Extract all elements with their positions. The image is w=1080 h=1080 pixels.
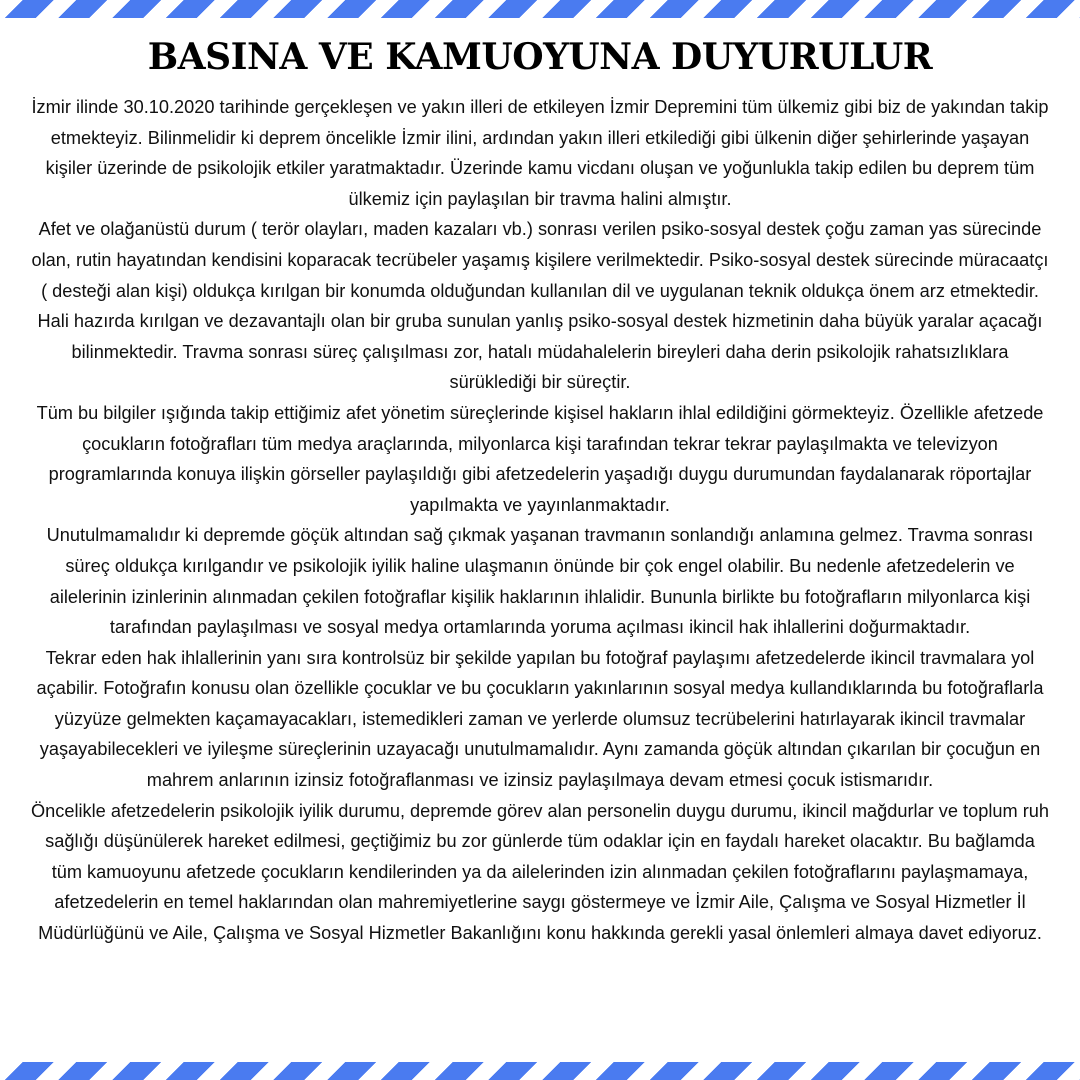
page-title: BASINA VE KAMUOYUNA DUYURULUR bbox=[147, 36, 933, 78]
bottom-stripe-border bbox=[0, 1062, 1080, 1080]
paragraph-earthquake-intro: İzmir ilinde 30.10.2020 tarihinde gerçekleşen ve yakın illeri de etkileyen İzmir Depremini tüm ülkemiz gibi biz de yakından takip etmekteyiz. Bilinmelidir ki deprem öncelikle İzmir ilini, ardından yakın illeri etkilediği gibi ülkenin diğer şehirlerinde yaşayan kişiler üzerinde de psikolojik etkiler yaratmaktadır. Üzerinde kamu vicdanı oluşan ve yoğunlukla takip edilen bu deprem tüm ülkemiz için paylaşılan bir travma halini almıştır. bbox=[31, 97, 1049, 209]
paragraph-psychosocial-support: Afet ve olağanüstü durum ( terör olayları, maden kazaları vb.) sonrası verilen psiko-sosyal destek çoğu zaman yas sürecinde olan, rutin hayatından kendisini koparacak tecrübeler yaşamış kişilere verilmektedir. Psiko-sosyal destek sürecinde müracaatçı ( desteği alan kişi) oldukça kırılgan bir konumda olduğundan kullanılan dil ve uygulanan teknik oldukça önem arz etmektedir. Hali hazırda kırılgan ve dezavantajlı olan bir gruba sunulan yanlış psiko-sosyal destek hizmetinin daha büyük yaralar açacağı bilinmektedir. Travma sonrası süreç çalışılması zor, hatalı müdahalelerin bireyleri daha derin psikolojik rahatsızlıklara sürüklediği bir süreçtir. bbox=[31, 219, 1049, 393]
paragraph-trauma-continues: Unutulmamalıdır ki depremde göçük altından sağ çıkmak yaşanan travmanın sonlandığı anlamına gelmez. Travma sonrası süreç oldukça kırılgandır ve psikolojik iyilik haline ulaşmanın önünde bir çok engel olabilir. Bu nedenle afetzedelerin ve ailelerinin izinlerinin alınmadan çekilen fotoğraflar kişilik haklarının ihlalidir. Bununla birlikte bu fotoğrafların milyonlarca kişi tarafından paylaşılması ve sosyal medya ortamlarında yoruma açılması ikincil hak ihlallerini doğurmaktadır. bbox=[46, 525, 1034, 638]
paragraph-rights-violations: Tüm bu bilgiler ışığında takip ettiğimiz afet yönetim süreçlerinde kişisel hakların ihlal edildiğini görmekteyiz. Özellikle afetzede çocukların fotoğrafları tüm medya araçlarında, milyonlarca kişi tarafından tekrar tekrar paylaşılmakta ve televizyon programlarında konuya ilişkin görseller paylaşıldığı gibi afetzedelerin yaşadığı duygu durumundan faydalanarak röportajlar yapılmakta ve yayınlanmaktadır. bbox=[36, 402, 1044, 515]
paragraph-call-to-action: Öncelikle afetzedelerin psikolojik iyilik durumu, depremde görev alan personelin duygu durumu, ikincil mağdurlar ve toplum ruh sağlığı düşünülerek hareket edilmesi, geçtiğimiz bu zor günlerde tüm odaklar için en faydalı hareket olacaktır. Bu bağlamda tüm kamuoyunu afetzede çocukların kendilerinden ya da ailelerinden izin alınmadan çekilen fotoğraflarını paylaşmamaya, afetzedelerin en temel haklarından olan mahremiyetlerine saygı göstermeye ve İzmir Aile, Çalışma ve Sosyal Hizmetler İl Müdürlüğünü ve Aile, Çalışma ve Sosyal Hizmetler Bakanlığını konu hakkında gerekli yasal önlemleri almaya davet ediyoruz. bbox=[30, 800, 1049, 944]
announcement-body bbox=[28, 92, 1052, 949]
paragraph-secondary-trauma: Tekrar eden hak ihlallerinin yanı sıra kontrolsüz bir şekilde yapılan bu fotoğraf paylaşımı afetzedelerde ikincil travmalara yol açabilir. Fotoğrafın konusu olan özellikle çocuklar ve bu çocukların yakınlarının sosyal medya kullandıklarında bu fotoğraflarla yüzyüze gelmekten kaçamayacakları, istemedikleri zaman ve yerlerde olumsuz tecrübelerini hatırlayarak ikincil travmalar yaşayabilecekleri ve iyileşme süreçlerinin uzayacağı unutulmamalıdır. Aynı zamanda göçük altından çıkarılan bir çocuğun en mahrem anlarının izinsiz fotoğraflanması ve izinsiz paylaşılmaya devam etmesi çocuk istismarıdır. bbox=[36, 647, 1044, 791]
top-stripe-border bbox=[0, 0, 1080, 18]
